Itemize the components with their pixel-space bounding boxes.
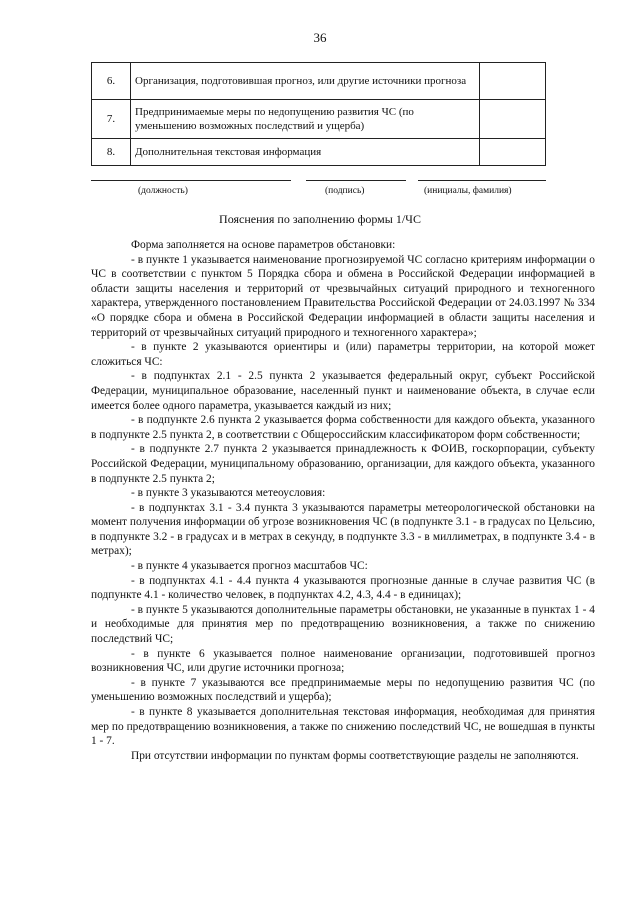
paragraph: При отсутствии информации по пунктам формы соответствующие разделы не заполняются. xyxy=(131,749,579,762)
name-line xyxy=(418,180,546,181)
paragraph: - в пункте 2 указываются ориентиры и (или) параметры территории, на которой может сложиться ЧС: xyxy=(91,341,595,368)
paragraph: Форма заполняется на основе параметров обстановки: xyxy=(131,239,396,251)
form-table xyxy=(91,62,546,166)
row-description: Предпринимаемые меры по недопущению развития ЧС (по уменьшению возможных последствий и ущерба) xyxy=(131,100,480,139)
position-line xyxy=(91,180,291,181)
table-row xyxy=(92,63,546,100)
paragraph: - в подпункте 2.7 пункта 2 указывается принадлежность к ФОИВ, госкорпорации, субъекту Российской Федерации, муниципальному образованию, организации, для каждого объекта, указанного в подпункте 2.5 пункта 2; xyxy=(91,443,595,485)
row-value-cell[interactable] xyxy=(480,100,546,139)
paragraph: - в пункте 8 указывается дополнительная текстовая информация, необходимая для принятия мер по предотвращению возникновения, а также по снижению последствий ЧС, не вошедшая в пункты 1 - 7. xyxy=(91,706,595,748)
instructions-body xyxy=(91,238,595,763)
paragraph: - в подпунктах 2.1 - 2.5 пункта 2 указывается федеральный округ, субъект Российской Федерации, муниципальное образование, населенный пункт и наименование объекта, в случае если имеется более одного параметра, указывается каждый из них; xyxy=(91,370,595,412)
position-label: (должность) xyxy=(138,186,188,196)
row-value-cell[interactable] xyxy=(480,139,546,166)
paragraph: - в пункте 4 указывается прогноз масштабов ЧС: xyxy=(131,560,368,573)
paragraph: - в пункте 6 указывается полное наименование организации, подготовившей прогноз возникновения ЧС, или другие источники прогноза; xyxy=(91,647,595,675)
paragraph: - в пункте 1 указывается наименование прогнозируемой ЧС согласно критериям информации о ЧС в соответствии с пунктом 5 Порядка сбора и обмена в Российской Федерации информацией в области защиты населения и территорий от чрезвычайных ситуаций природного и техногенного характера, утвержденного постановлением Правительства Российской Федерации от 24.03.1997 № 334 «О порядке сбора и обмена в Российской Федерации информацией в области защиты населения и территорий от чрезвычайных ситуаций природного и техногенного характера»; xyxy=(91,253,595,339)
section-title: Пояснения по заполнению формы 1/ЧС xyxy=(219,212,421,226)
paragraph: - в пункте 7 указываются все предпринимаемые меры по недопущению развития ЧС (по уменьшению возможных последствий и ущерба); xyxy=(91,676,595,704)
row-description: Дополнительная текстовая информация xyxy=(131,139,480,166)
signature-line xyxy=(306,180,406,181)
page-number: 36 xyxy=(313,30,327,45)
row-number: 6. xyxy=(92,63,131,100)
paragraph: - в пункте 3 указываются метеоусловия: xyxy=(131,487,326,500)
table-row xyxy=(92,139,546,166)
paragraph: - в подпунктах 4.1 - 4.4 пункта 4 указываются прогнозные данные в случае развития ЧС (в подпункте 4.1 - количество человек, в подпунктах 4.2, 4.3, 4.4 - в единицах); xyxy=(91,574,595,602)
table-row xyxy=(92,100,546,139)
row-value-cell[interactable] xyxy=(480,63,546,100)
row-number: 7. xyxy=(92,100,131,139)
row-description: Организация, подготовившая прогноз, или другие источники прогноза xyxy=(131,63,480,100)
paragraph: - в подпунктах 3.1 - 3.4 пункта 3 указываются параметры метеорологической обстановки на момент получения информации об угрозе возникновения ЧС (в подпункте 3.1 - в градусах по Цельсию, в подпункте 3.2 - в градусах и в метрах в секунду, в подпункте 3.3 - в миллиметрах, в подпункте 3.4 - в метрах); xyxy=(91,501,595,558)
row-number: 8. xyxy=(92,139,131,166)
paragraph: - в пункте 5 указываются дополнительные параметры обстановки, не указанные в пунктах 1 - 4 и необходимые для принятия мер по предотвращению возникновения, а также по снижению последствий ЧС; xyxy=(91,603,595,646)
paragraph: - в подпункте 2.6 пункта 2 указывается форма собственности для каждого объекта, указанного в подпункте 2.5 пункта 2, в соответствии с Общероссийским классификатором форм собственности; xyxy=(91,414,595,441)
signature-label: (подпись) xyxy=(325,186,365,196)
name-label: (инициалы, фамилия) xyxy=(424,186,512,196)
